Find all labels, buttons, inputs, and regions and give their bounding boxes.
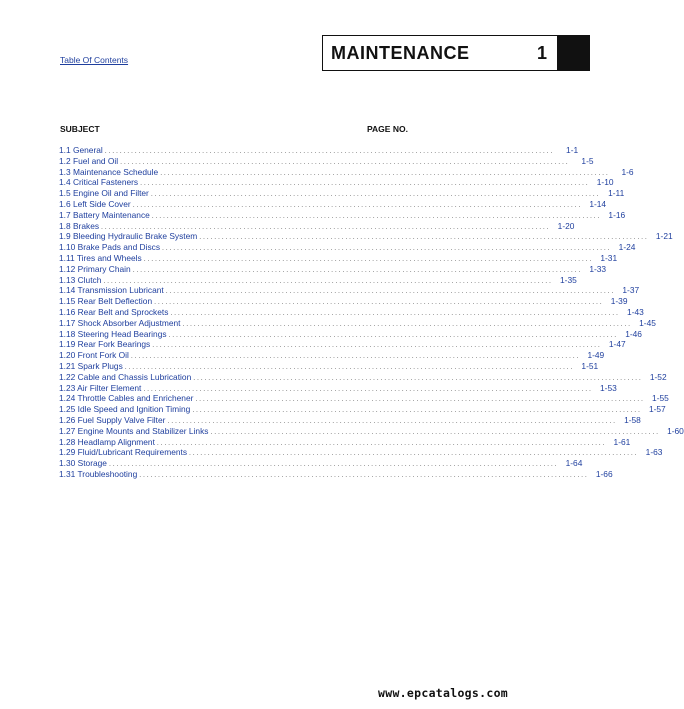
watermark-url: www.epcatalogs.com <box>378 686 509 700</box>
page-number-column-header: PAGE NO. <box>367 124 408 134</box>
toc-entry[interactable] <box>59 339 626 350</box>
toc-entry-page: 1-31 <box>600 252 618 263</box>
toc-entry-page: 1-10 <box>596 177 614 188</box>
table-of-contents-link[interactable]: Table Of Contents <box>60 55 129 65</box>
toc-entry[interactable] <box>59 242 636 253</box>
toc-entry[interactable] <box>59 145 579 156</box>
toc-entry-label: 1.9 Bleeding Hydraulic Brake System <box>59 231 198 242</box>
dot-leader: ........................................................................................................................ <box>152 342 602 350</box>
toc-entry-page: 1-64 <box>565 458 583 469</box>
toc-entry-page: 1-43 <box>627 306 644 317</box>
toc-entry-page: 1-46 <box>625 328 642 339</box>
toc-entry-label: 1.14 Transmission Lubricant <box>59 285 164 296</box>
toc-entry[interactable] <box>59 317 656 329</box>
chapter-number: 1 <box>536 43 547 63</box>
toc-entry[interactable] <box>59 382 617 394</box>
toc-entry-label: 1.4 Critical Fasteners <box>59 177 139 188</box>
toc-entry-label: 1.6 Left Side Cover <box>59 198 131 209</box>
toc-entry-label: 1.13 Clutch <box>59 274 102 285</box>
toc-entry-label: 1.16 Rear Belt and Sprockets <box>59 306 169 317</box>
dot-leader: ........................................................................................................................ <box>151 212 602 220</box>
toc-entry-label: 1.28 Headlamp Alignment <box>59 436 155 447</box>
toc-entry[interactable] <box>59 458 583 469</box>
toc-entry-label: 1.23 Air Filter Element <box>59 382 142 393</box>
toc-entry-label: 1.7 Battery Maintenance <box>59 209 150 220</box>
dot-leader: ........................................................................................................................ <box>199 234 649 242</box>
toc-entry-page: 1-1 <box>566 145 579 155</box>
toc-entry-page: 1-58 <box>624 414 641 425</box>
toc-entry-page: 1-47 <box>608 339 626 350</box>
toc-entry-page: 1-66 <box>595 468 613 479</box>
dot-leader: ........................................................................................................................ <box>168 331 618 339</box>
toc-entry-page: 1-14 <box>589 198 607 209</box>
dot-leader: ........................................................................................................................ <box>132 201 583 209</box>
toc-entry-label: 1.17 Shock Absorber Adjustment <box>59 317 181 328</box>
dot-leader: ........................................................................................................................ <box>140 180 590 188</box>
dot-leader: ........................................................................................................................ <box>165 288 616 296</box>
toc-entry[interactable] <box>59 414 641 426</box>
toc-entry[interactable] <box>59 350 605 361</box>
toc-entry[interactable] <box>59 198 607 210</box>
dot-leader: ........................................................................................................................ <box>195 396 645 404</box>
toc-entry[interactable] <box>59 468 613 480</box>
dot-leader: ........................................................................................................................ <box>189 450 639 458</box>
toc-entry[interactable] <box>59 231 673 242</box>
toc-entry[interactable] <box>59 328 642 340</box>
toc-entry-page: 1-33 <box>589 263 607 274</box>
toc-entry[interactable] <box>59 306 644 318</box>
toc-entry-page: 1-51 <box>581 360 599 371</box>
toc-entry-label: 1.30 Storage <box>59 458 107 469</box>
toc-entry-page: 1-37 <box>622 285 640 296</box>
toc-entry[interactable] <box>59 155 594 167</box>
toc-entry-label: 1.25 Idle Speed and Ignition Timing <box>59 404 191 415</box>
toc-entry[interactable] <box>59 285 640 296</box>
toc-entry-label: 1.15 Rear Belt Deflection <box>59 296 153 307</box>
dot-leader: ........................................................................................................................ <box>210 428 660 436</box>
toc-entry-label: 1.11 Tires and Wheels <box>59 252 142 263</box>
dot-leader: ........................................................................................................................ <box>170 309 620 317</box>
toc-entry[interactable] <box>59 296 628 307</box>
toc-entry[interactable] <box>59 404 666 415</box>
dot-leader: ........................................................................................................................ <box>192 407 642 415</box>
dot-leader: ........................................................................................................................ <box>101 223 551 231</box>
toc-entry-label: 1.29 Fluid/Lubricant Requirements <box>59 447 188 458</box>
dot-leader: ........................................................................................................................ <box>162 245 612 253</box>
toc-entry[interactable] <box>59 188 625 199</box>
dot-leader: ........................................................................................................................ <box>108 461 559 469</box>
chapter-title: MAINTENANCE <box>331 43 470 63</box>
toc-entry[interactable] <box>59 209 626 221</box>
subject-column-header: SUBJECT <box>60 124 100 134</box>
dot-leader: ........................................................................................................................ <box>160 169 610 177</box>
dot-leader: ........................................................................................................................ <box>124 363 575 371</box>
toc-entry-label: 1.2 Fuel and Oil <box>59 155 119 166</box>
toc-entry[interactable] <box>59 360 599 372</box>
toc-entry[interactable] <box>59 393 669 404</box>
dot-leader: ........................................................................................................................ <box>167 417 617 425</box>
dot-leader: ........................................................................................................................ <box>193 374 643 382</box>
toc-entry[interactable] <box>59 177 614 188</box>
toc-entry-label: 1.27 Engine Mounts and Stabilizer Links <box>59 425 209 436</box>
toc-entry-label: 1.1 General <box>59 145 103 155</box>
toc-entry-label: 1.10 Brake Pads and Discs <box>59 242 161 253</box>
toc-entry-page: 1-39 <box>610 296 628 307</box>
dot-leader: ........................................................................................................................ <box>156 439 607 447</box>
toc-entry-page: 1-61 <box>613 436 631 447</box>
toc-entry-page: 1-21 <box>655 231 673 242</box>
toc-list <box>59 145 684 480</box>
toc-entry-page: 1-35 <box>560 274 577 285</box>
toc-entry-label: 1.24 Throttle Cables and Enrichener <box>59 393 194 404</box>
toc-entry-label: 1.20 Front Fork Oil <box>59 350 129 361</box>
toc-entry[interactable] <box>59 274 577 286</box>
toc-entry-page: 1-63 <box>645 447 663 458</box>
dot-leader: ........................................................................................................................ <box>132 266 583 274</box>
toc-entry-page: 1-20 <box>557 220 575 231</box>
toc-entry-page: 1-55 <box>652 393 669 404</box>
chapter-header-box <box>322 35 558 71</box>
toc-entry-label: 1.31 Troubleshooting <box>59 468 138 479</box>
toc-entry-page: 1-45 <box>639 317 656 328</box>
dot-leader: ........................................................................................................................ <box>150 191 601 199</box>
toc-entry[interactable] <box>59 252 618 264</box>
toc-entry[interactable] <box>59 447 663 458</box>
chapter-tab <box>558 35 590 71</box>
toc-entry-page: 1-24 <box>618 242 636 253</box>
toc-entry-page: 1-60 <box>667 425 684 436</box>
dot-leader: ........................................................................................................................ <box>182 320 632 328</box>
toc-entry-label: 1.3 Maintenance Schedule <box>59 166 159 177</box>
toc-entry-page: 1-57 <box>648 404 666 415</box>
toc-entry-page: 1-53 <box>600 382 617 393</box>
dot-leader: ........................................................................................................................ <box>143 255 594 263</box>
toc-entry-page: 1-52 <box>649 371 667 382</box>
dot-leader: ........................................................................................................................ <box>143 385 593 393</box>
toc-entry-label: 1.22 Cable and Chassis Lubrication <box>59 371 192 382</box>
toc-entry-page: 1-49 <box>587 350 605 361</box>
toc-entry[interactable] <box>59 220 575 232</box>
toc-entry-label: 1.5 Engine Oil and Filter <box>59 188 149 199</box>
toc-entry-label: 1.8 Brakes <box>59 220 100 231</box>
toc-entry-page: 1-16 <box>608 209 626 220</box>
toc-entry-page: 1-11 <box>608 188 625 199</box>
toc-entry[interactable] <box>59 436 631 448</box>
toc-entry[interactable] <box>59 371 667 383</box>
toc-entry-label: 1.18 Steering Head Bearings <box>59 328 167 339</box>
toc-entry-label: 1.12 Primary Chain <box>59 263 131 274</box>
dot-leader: ........................................................................................................................ <box>104 148 555 155</box>
toc-entry-label: 1.26 Fuel Supply Valve Filter <box>59 414 166 425</box>
dot-leader: ........................................................................................................................ <box>120 158 570 166</box>
toc-entry-label: 1.19 Rear Fork Bearings <box>59 339 151 350</box>
dot-leader: ........................................................................................................................ <box>139 471 589 479</box>
toc-entry-page: 1-6 <box>621 166 634 177</box>
dot-leader: ........................................................................................................................ <box>130 353 581 361</box>
toc-entry[interactable] <box>59 166 634 178</box>
toc-entry-page: 1-5 <box>581 155 594 166</box>
dot-leader: ........................................................................................................................ <box>103 277 553 285</box>
toc-entry[interactable] <box>59 425 684 437</box>
toc-entry-label: 1.21 Spark Plugs <box>59 360 123 371</box>
toc-entry[interactable] <box>59 263 607 275</box>
dot-leader: ........................................................................................................................ <box>154 299 604 307</box>
